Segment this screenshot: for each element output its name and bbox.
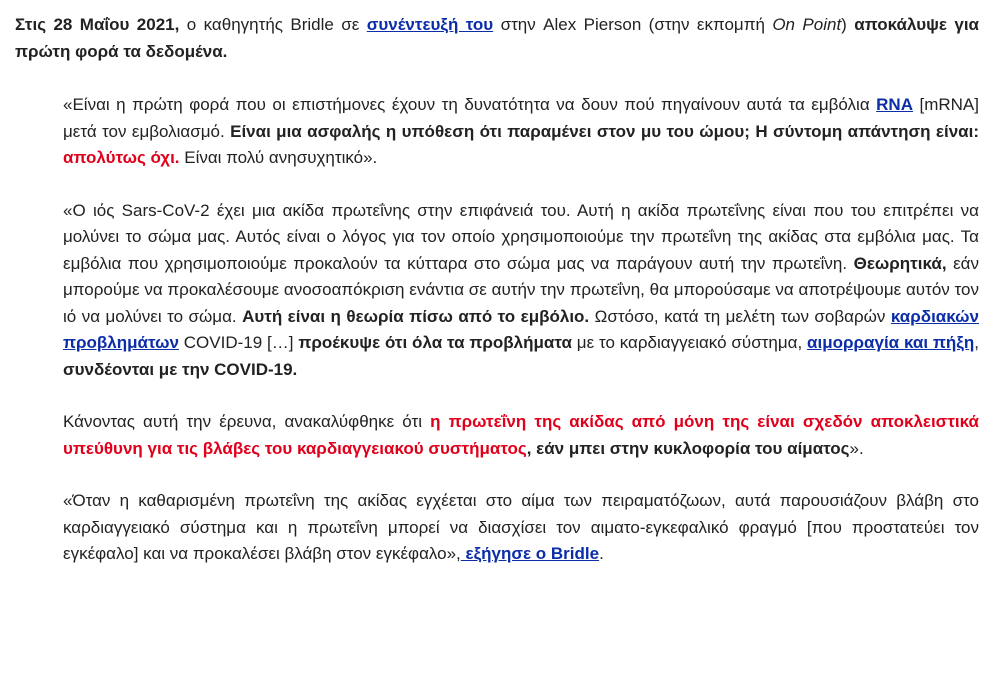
q2-text-2: εάν μπορούμε να προκαλέσουμε ανοσοαπόκριση ενάντια σε αυτήν την πρωτεΐνη, θα μπορούσαμε να αποτρέψουμε αυτόν τον ιό να μολύνει το σώμα.	[63, 253, 979, 326]
quote-paragraph-1	[63, 92, 979, 172]
q1-red-emphasis: απολύτως όχι.	[63, 148, 180, 167]
q2-bold-2: Αυτή είναι η θεωρία πίσω από το εμβόλιο.	[242, 306, 590, 326]
q3-bold-1: , εάν μπει στην κυκλοφορία του αίματος	[526, 438, 850, 458]
intro-text-3: )	[841, 15, 855, 34]
intro-text-2: στην Alex Pierson (στην εκπομπή	[493, 15, 773, 34]
q3-red-emphasis: η πρωτεΐνη της ακίδας από μόνη της είναι σχεδόν αποκλειστικά υπεύθυνη για τις βλάβες του καρδιαγγειακού συστήματος	[63, 412, 979, 458]
q2-bold-4: συνδέονται με την COVID-19.	[63, 359, 298, 379]
rna-link[interactable]: RNA	[876, 95, 913, 114]
intro-bold-end: αποκάλυψε για πρώτη φορά τα δεδομένα.	[15, 15, 979, 61]
cardiac-problems-link[interactable]: καρδιακών προβλημάτων	[63, 306, 979, 352]
q3-text-1: Κάνοντας αυτή την έρευνα, ανακαλύφθηκε ότι	[63, 412, 431, 431]
q2-text-5: με το καρδιαγγειακό σύστημα,	[571, 333, 808, 352]
intro-text-1: ο καθηγητής Bridle σε	[179, 15, 367, 34]
interview-link[interactable]: συνέντευξή του	[366, 15, 494, 34]
q1-text-1: «Είναι η πρώτη φορά που οι επιστήμονες έχουν τη δυνατότητα να δουν πού πηγαίνουν αυτά τα εμβόλια	[63, 95, 877, 114]
q2-text-1: «Ο ιός Sars-CoV-2 έχει μια ακίδα πρωτεΐνης στην επιφάνειά του. Αυτή η ακίδα πρωτεΐνης είναι που του επιτρέπει να μολύνει το σώμα μας. Αυτός είναι ο λόγος για τον οποίο χρησιμοποιούμε την πρωτεΐνη της ακίδας στα εμβόλια μας. Τα εμβόλια που χρησιμοποιούμε προκαλούν τα κύτταρα στο σώμα μας να παράγουν αυτή την πρωτεΐνη.	[63, 200, 979, 273]
intro-paragraph	[15, 12, 979, 65]
quote-paragraph-2	[63, 198, 979, 384]
q4-text-2: .	[599, 544, 604, 563]
bridle-explained-link[interactable]: εξήγησε ο Bridle	[460, 544, 600, 563]
bleeding-clotting-link[interactable]: αιμορραγία και πήξη	[807, 333, 975, 352]
show-name: On Point	[772, 15, 842, 34]
q2-text-4: COVID-19 […]	[178, 333, 299, 352]
q2-bold-3: προέκυψε ότι όλα τα προβλήματα	[298, 333, 572, 352]
q2-bold-1: Θεωρητικά,	[853, 253, 947, 273]
q2-text-3: Ωστόσο, κατά τη μελέτη των σοβαρών	[589, 306, 891, 326]
q1-text-3: Είναι πολύ ανησυχητικό».	[179, 148, 378, 167]
quote-paragraph-3	[63, 409, 979, 462]
quote-paragraph-4	[63, 488, 979, 568]
intro-date-lead: Στις 28 Μαΐου 2021,	[15, 15, 180, 34]
q4-text-1: «Όταν η καθαρισμένη πρωτεΐνη της ακίδας εγχέεται στο αίμα των πειραματόζωων, αυτά παρουσιάζουν βλάβη στο καρδιαγγειακό σύστημα και η πρωτεΐνη μπορεί να διασχίσει τον αιματο-εγκεφαλικό φραγμό [που προστατεύει τον εγκέφαλο] και να προκαλέσει βλάβη στον εγκέφαλο»,	[63, 491, 979, 563]
q3-text-2: ».	[849, 438, 864, 458]
q2-text-6: ,	[974, 333, 979, 352]
q1-text-2: [mRNA] μετά τον εμβολιασμό.	[63, 95, 979, 141]
q1-bold-1: Είναι μια ασφαλής η υπόθεση ότι παραμένει στον μυ του ώμου; Η σύντομη απάντηση είναι:	[230, 121, 979, 141]
